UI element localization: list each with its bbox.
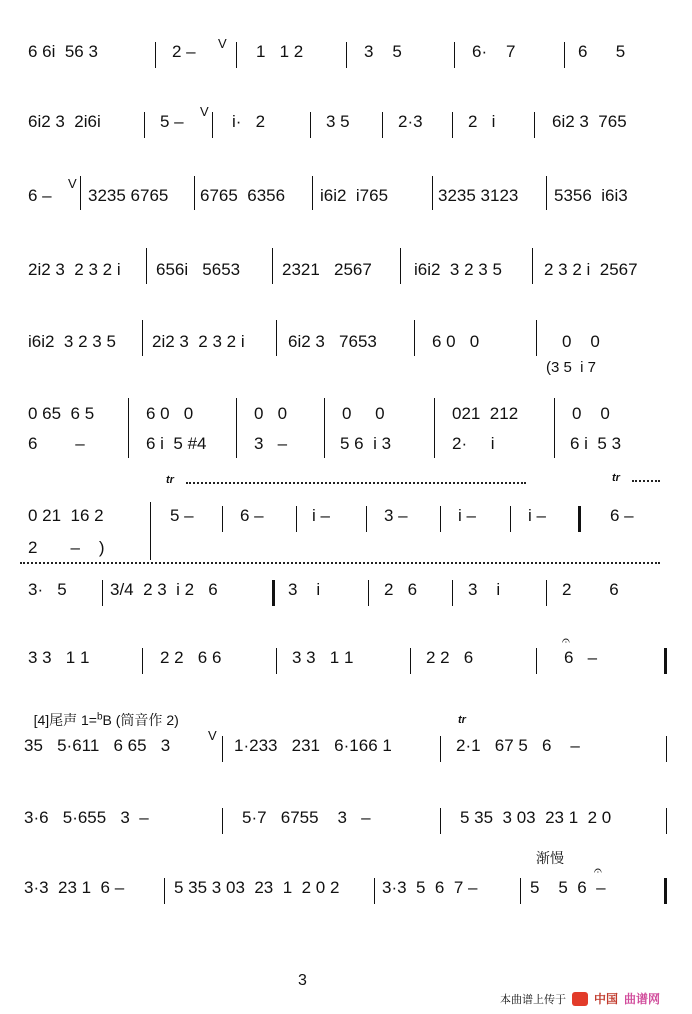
barline <box>400 248 401 284</box>
barline <box>374 878 375 904</box>
measure: 3 – <box>384 506 408 525</box>
measure: 2 6 <box>562 580 619 599</box>
measure: 3 5 <box>326 112 350 131</box>
barline <box>452 580 453 606</box>
measure: 2 i <box>468 112 496 131</box>
measure: 1·233 231 6·166 1 <box>234 736 392 755</box>
barline <box>534 112 535 138</box>
measure: 2· i <box>452 434 495 453</box>
measure: 2·1 67 5 6 – <box>456 736 580 755</box>
measure: 6 – <box>28 434 85 453</box>
barline <box>142 320 143 356</box>
measure: 2i2 3 2 3 2 i <box>152 332 245 351</box>
breath-mark: V <box>68 176 77 191</box>
barline <box>368 580 369 606</box>
measure: i – <box>312 506 330 525</box>
measure: 3 3 1 1 <box>292 648 354 667</box>
barline <box>80 176 81 210</box>
measure: 5 5 6 – <box>530 878 606 897</box>
trill-mark: tr <box>166 474 174 486</box>
measure: 6 i 5 3 <box>570 434 622 453</box>
trill-mark: tr <box>612 472 620 484</box>
barline <box>382 112 383 138</box>
measure: 5 35 3 03 23 1 2 0 <box>460 808 612 827</box>
barline <box>546 176 547 210</box>
measure: 3235 3123 <box>438 186 519 205</box>
measure: 2 3 2 i 2567 <box>544 260 638 279</box>
score-row-7 <box>0 506 692 536</box>
barline <box>310 112 311 138</box>
barline <box>164 878 165 904</box>
measure: 6i2 3 765 <box>552 112 627 131</box>
score-row-12 <box>0 862 692 908</box>
final-barline <box>664 648 667 674</box>
trill-line <box>632 480 660 486</box>
measure: 6i2 3 7653 <box>288 332 377 351</box>
measure: 3 – <box>254 434 288 453</box>
measure: 6 – <box>564 648 598 667</box>
barline <box>434 398 435 458</box>
barline <box>296 506 297 532</box>
measure: 3235 6765 <box>88 186 169 205</box>
trill-line <box>20 562 660 568</box>
measure: 0 0 <box>254 404 288 423</box>
barline <box>414 320 415 356</box>
barline <box>532 248 533 284</box>
measure: 6i2 3 2i6i <box>28 112 101 131</box>
barline <box>276 320 277 356</box>
measure: 1 1 2 <box>256 42 304 61</box>
section-header-key: B (筒音作 2) <box>102 712 179 728</box>
score-row-11 <box>0 808 692 838</box>
measure: 6· 7 <box>472 42 516 61</box>
measure: 6 – <box>28 186 52 205</box>
measure: 5 35 3 03 23 1 2 0 2 <box>174 878 340 897</box>
barline <box>144 112 145 138</box>
barline <box>222 736 223 762</box>
measure: 5 – <box>170 506 194 525</box>
barline <box>142 648 143 674</box>
measure: i – <box>458 506 476 525</box>
measure: 6765 6356 <box>200 186 286 205</box>
score-row-6-upper <box>0 404 692 434</box>
measure: 6 – <box>240 506 264 525</box>
barline <box>212 112 213 138</box>
barline <box>554 398 555 458</box>
measure: 2 6 <box>384 580 418 599</box>
measure: 35 5·611 6 65 3 <box>24 736 171 755</box>
measure: 2 – <box>172 42 196 61</box>
measure: i· 2 <box>232 112 266 131</box>
measure: 0 65 6 5 <box>28 404 95 423</box>
barline <box>272 248 273 284</box>
measure: 6 5 <box>578 42 626 61</box>
barline <box>366 506 367 532</box>
barline <box>222 808 223 834</box>
barline <box>236 42 237 68</box>
measure: 3/4 2 3 i 2 6 <box>110 580 218 599</box>
score-row-2 <box>0 104 692 142</box>
score-row-5-sub <box>0 358 692 388</box>
barline <box>564 42 565 68</box>
measure: i – <box>528 506 546 525</box>
barline <box>666 808 667 834</box>
measure: i6i2 i765 <box>320 186 389 205</box>
tempo-marking: 渐慢 <box>536 850 564 866</box>
measure: 6 6i 56 3 <box>28 42 98 61</box>
barline <box>346 42 347 68</box>
barline <box>440 506 441 532</box>
measure: (3 5 i 7 <box>546 359 597 376</box>
measure: 6 0 0 <box>146 404 194 423</box>
barline <box>194 176 195 210</box>
measure: 3·6 5·655 3 – <box>24 808 149 827</box>
measure: 0 0 <box>562 332 600 351</box>
measure: 3· 5 <box>28 580 67 599</box>
barline <box>454 42 455 68</box>
score-row-3 <box>0 176 692 216</box>
measure: 0 21 16 2 <box>28 506 104 525</box>
footer-text: 本曲谱上传于 <box>500 993 566 1006</box>
barline <box>276 648 277 674</box>
breath-mark: V <box>200 104 209 119</box>
measure: 3 3 1 1 <box>28 648 90 667</box>
measure: 0 0 <box>342 404 385 423</box>
site-logo-accent: 曲谱网 <box>624 992 661 1006</box>
measure: 5·7 6755 3 – <box>242 808 371 827</box>
barline <box>452 112 453 138</box>
measure: 5 6 i 3 <box>340 434 392 453</box>
footer-watermark <box>500 990 660 1007</box>
measure: 3 i <box>468 580 501 599</box>
measure: 656i 5653 <box>156 260 241 279</box>
barline <box>410 648 411 674</box>
measure: i6i2 3 2 3 5 <box>414 260 502 279</box>
trill-mark: tr <box>458 714 466 726</box>
barline <box>510 506 511 532</box>
barline <box>666 736 667 762</box>
measure: 2321 2567 <box>282 260 372 279</box>
barline <box>222 506 223 532</box>
barline <box>312 176 313 210</box>
barline <box>102 580 103 606</box>
barline <box>146 248 147 284</box>
repeat-barline <box>578 506 581 532</box>
barline <box>128 398 129 458</box>
section-header-text: [4]尾声 1= <box>33 712 97 728</box>
final-barline <box>664 878 667 904</box>
score-row-6-lower <box>0 434 692 464</box>
measure: 3·3 5 6 7 – <box>382 878 478 897</box>
barline <box>546 580 547 606</box>
barline <box>432 176 433 210</box>
site-logo-icon <box>572 992 588 1006</box>
measure: 2 2 6 <box>426 648 474 667</box>
barline <box>155 42 156 68</box>
barline <box>536 320 537 356</box>
page-number: 3 <box>298 972 307 989</box>
barline <box>536 648 537 674</box>
score-row-1 <box>0 36 692 72</box>
barline <box>440 808 441 834</box>
measure: 5 – <box>160 112 184 131</box>
measure: 3·3 23 1 6 – <box>24 878 125 897</box>
measure: 5356 i6i3 <box>554 186 628 205</box>
measure: 2 – ) <box>28 538 105 557</box>
measure: 6 0 0 <box>432 332 480 351</box>
score-row-9 <box>0 632 692 678</box>
measure: 6 i 5 #4 <box>146 434 207 453</box>
fermata-icon: 𝄐 <box>594 862 602 878</box>
fermata-icon: 𝄐 <box>562 632 570 648</box>
breath-mark: V <box>218 36 227 51</box>
site-logo-text: 中国 <box>594 992 619 1006</box>
key-flat-sign: b <box>96 711 103 723</box>
barline <box>324 398 325 458</box>
measure: 2 2 6 6 <box>160 648 222 667</box>
barline <box>236 398 237 458</box>
measure: i6i2 3 2 3 5 <box>28 332 116 351</box>
measure: 6 – <box>610 506 634 525</box>
barline <box>520 878 521 904</box>
measure: 0 0 <box>572 404 610 423</box>
measure: 3 5 <box>364 42 402 61</box>
barline <box>440 736 441 762</box>
measure: 2i2 3 2 3 2 i <box>28 260 121 279</box>
measure: 3 i <box>288 580 321 599</box>
breath-mark: V <box>208 728 217 743</box>
measure: 021 212 <box>452 404 519 423</box>
trill-line <box>186 482 526 488</box>
score-row-8 <box>0 580 692 610</box>
measure: 2·3 <box>398 112 423 131</box>
repeat-barline <box>272 580 275 606</box>
score-row-4 <box>0 260 692 290</box>
